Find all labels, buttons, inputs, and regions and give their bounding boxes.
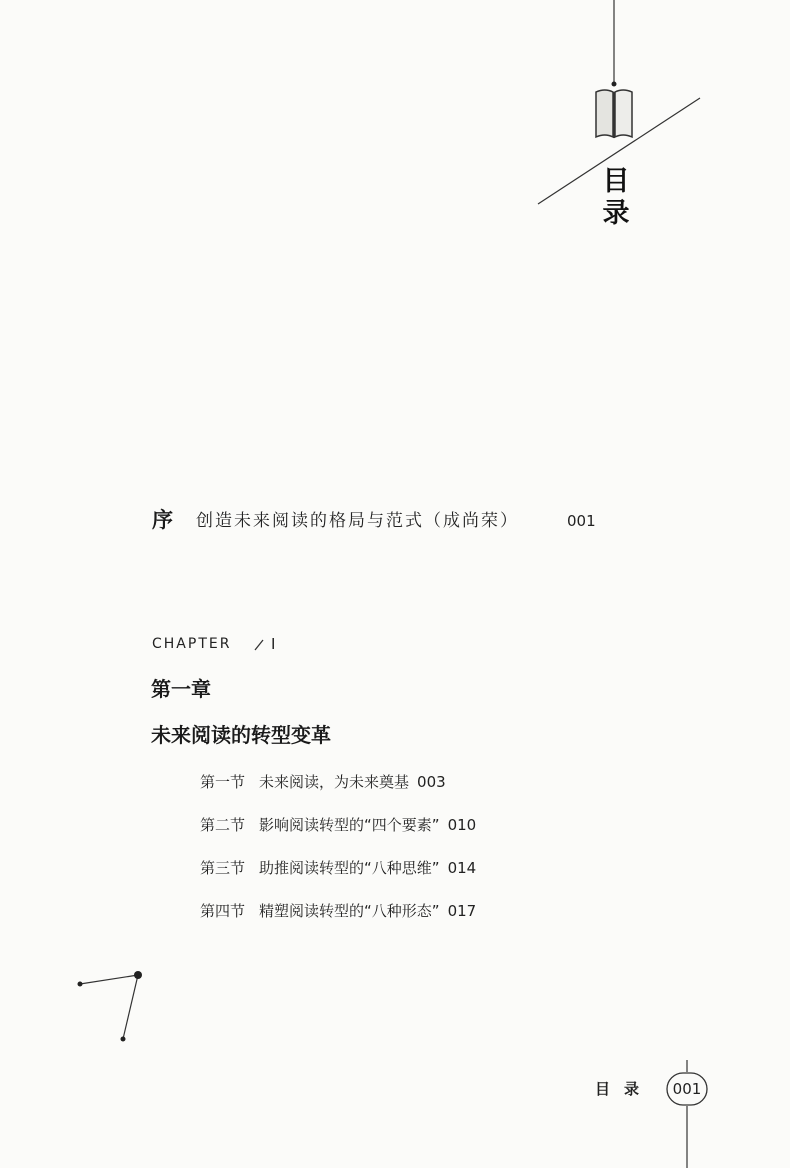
section-title: 助推阅读转型的“八种思维” [259,859,440,877]
section-title: 精塑阅读转型的“八种形态” [259,902,440,920]
toc-title-char-2: 录 [602,198,630,229]
slash-icon [253,638,265,652]
preface-title[interactable]: 创造未来阅读的格局与范式（成尚荣） [196,511,519,531]
section-number: 第三节 [200,859,246,877]
toc-title-char-1: 目 [602,166,630,197]
section-page-number: 017 [447,902,477,920]
section-number: 第一节 [200,773,246,791]
section-page-number: 003 [417,773,446,791]
toc-entry-section-1[interactable] [200,769,446,795]
section-page-number: 014 [447,859,477,877]
section-number: 第二节 [200,816,246,834]
section-title: 影响阅读转型的“四个要素” [259,816,440,834]
header-decoration [0,0,790,260]
chapter-subtitle[interactable]: 未来阅读的转型变革 [151,723,331,747]
footer-label: 目录 [595,1080,654,1098]
toc-entry-section-4[interactable] [200,898,476,924]
preface-mark: 序 [152,508,173,532]
chapter-title: 第一章 [151,677,211,701]
footer-page-number: 001 [672,1080,702,1098]
section-number: 第四节 [200,902,246,920]
section-title: 未来阅读，为未来奠基 [259,773,410,791]
toc-entry-section-3[interactable] [200,855,476,881]
toc-entry-section-2[interactable] [200,812,476,838]
section-page-number: 010 [447,816,477,834]
chapter-label: CHAPTER [152,636,232,652]
book-icon [596,90,632,138]
chapter-number: I [271,635,276,653]
preface-page-number: 001 [567,512,596,530]
constellation-decoration [60,960,160,1050]
